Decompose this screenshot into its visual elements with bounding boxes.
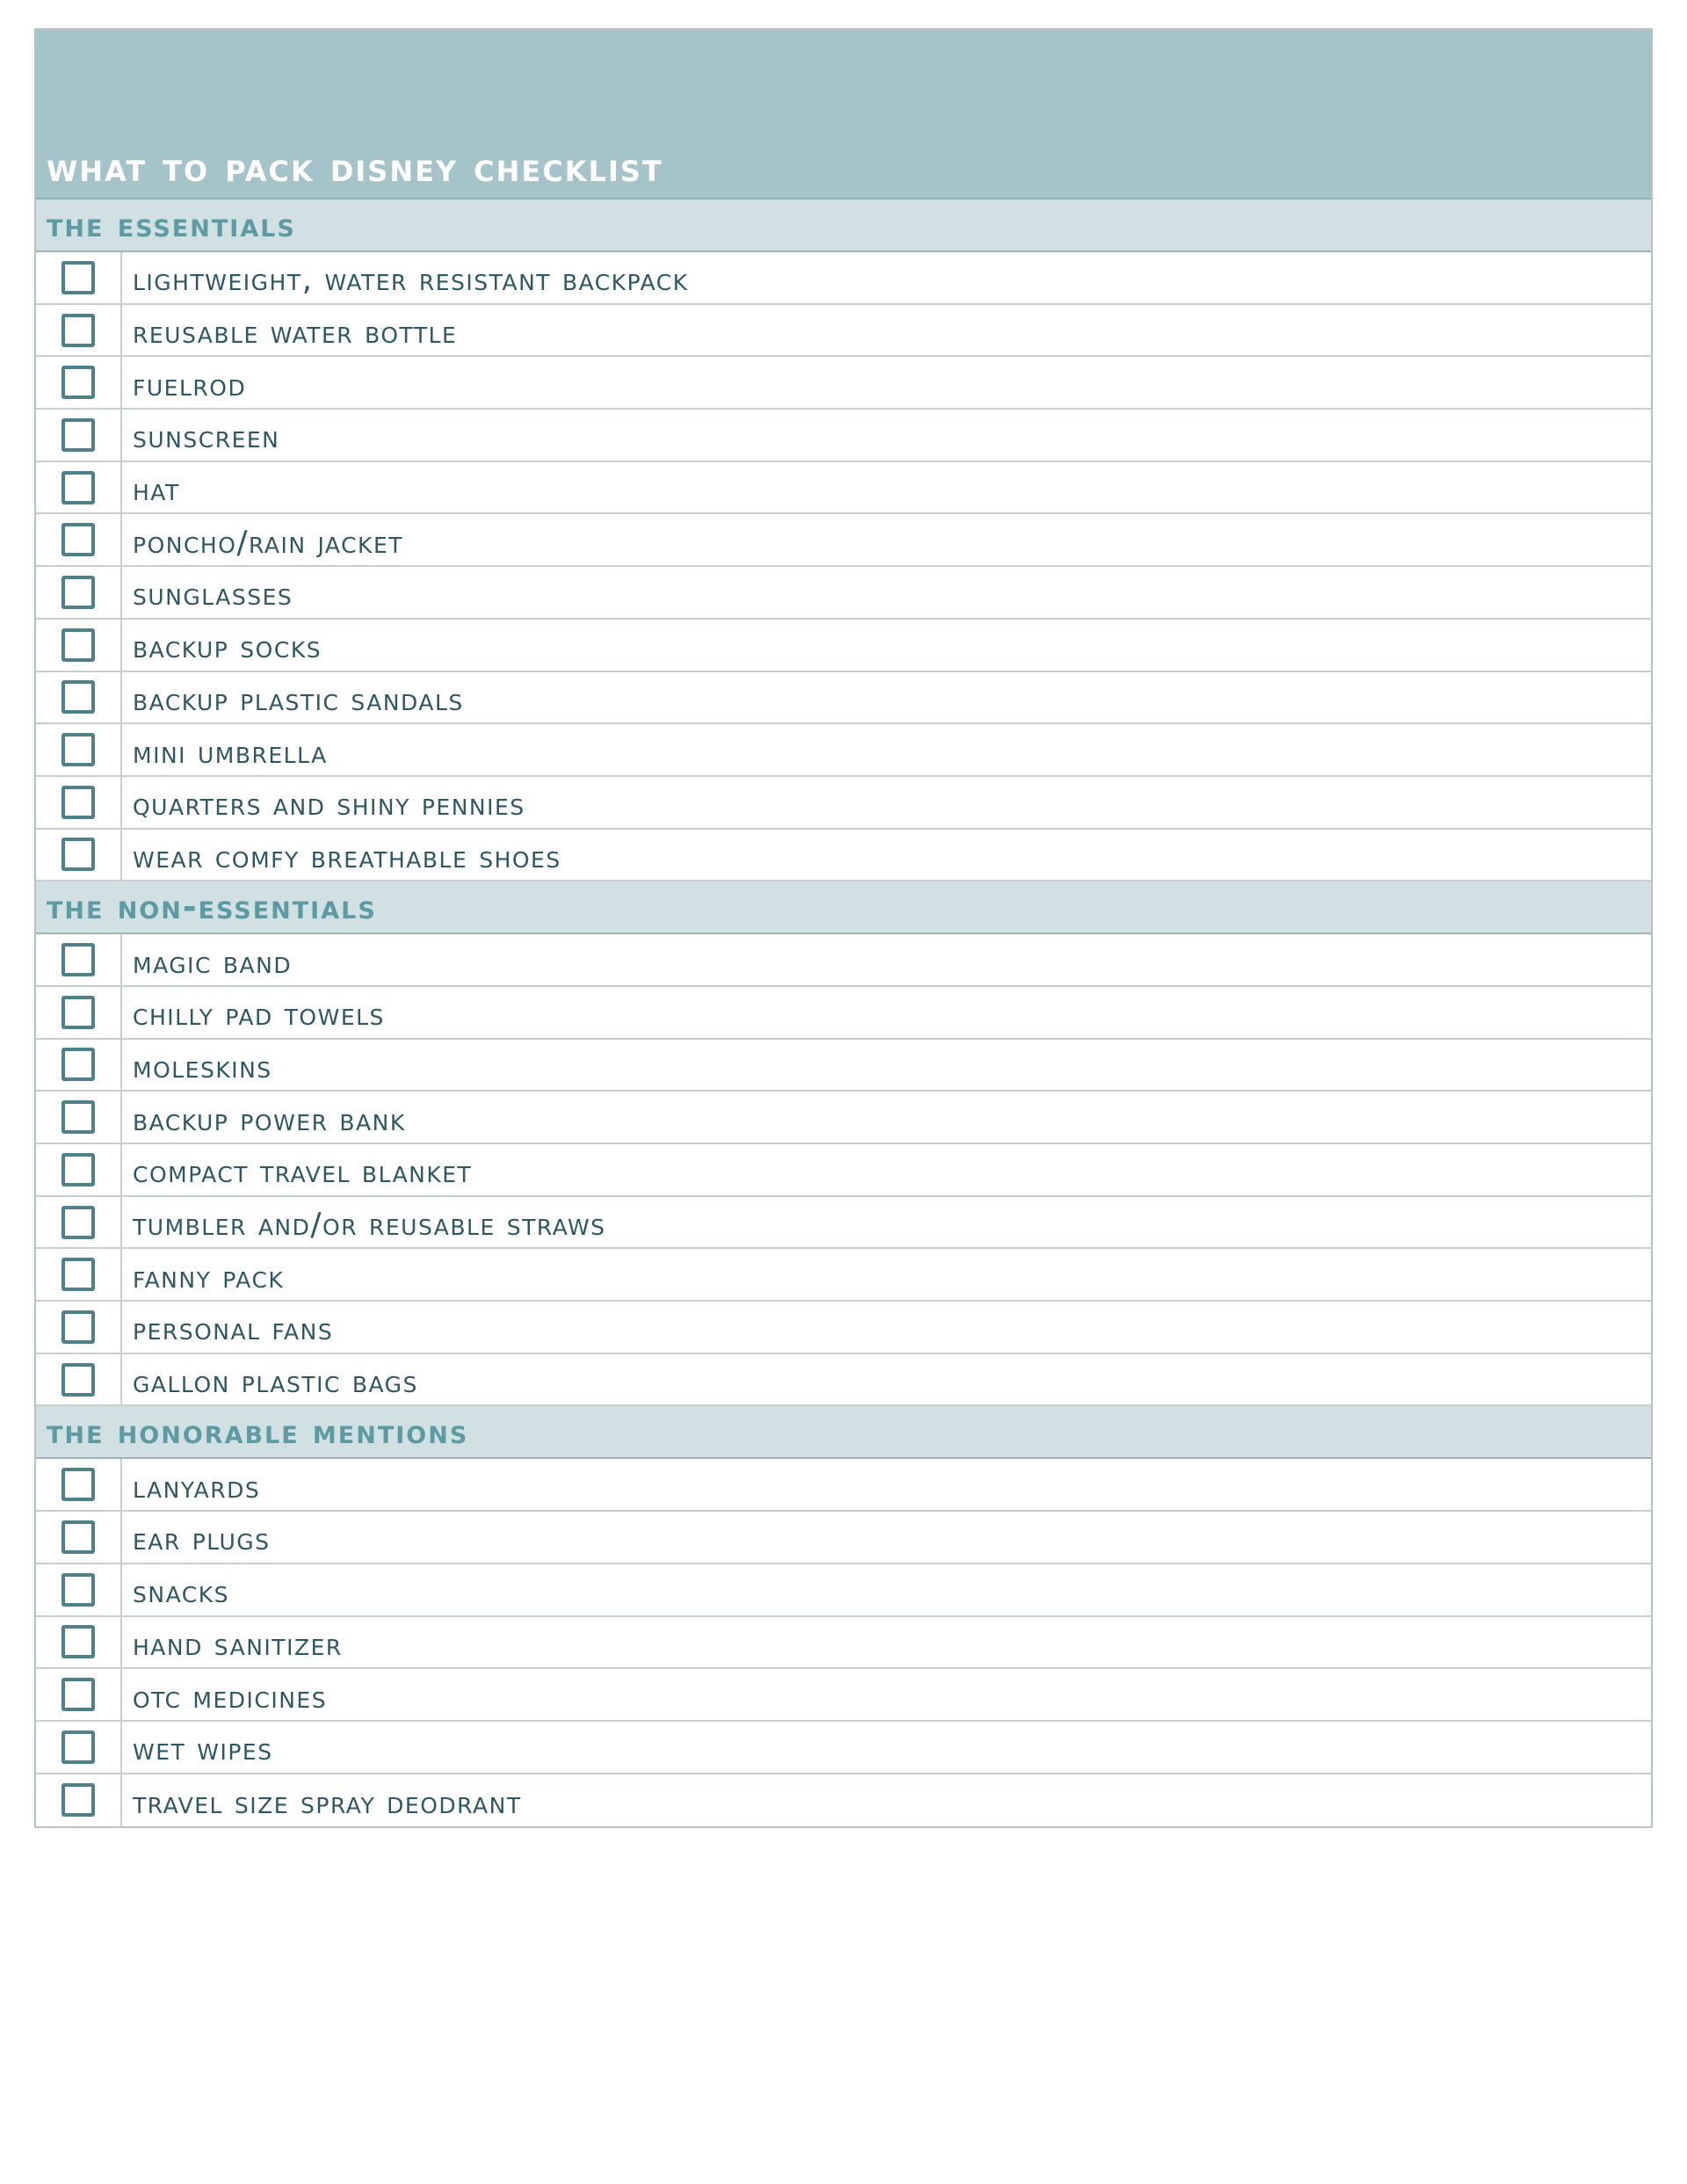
section-header [36, 882, 1651, 934]
checklist-row [36, 1617, 1651, 1670]
checklist-row [36, 357, 1651, 410]
checkbox-cell [36, 777, 122, 828]
checklist-row [36, 252, 1651, 305]
item-label: backup power bank [133, 1101, 406, 1138]
checkbox-cell [36, 672, 122, 723]
item-label: otc medicines [133, 1679, 328, 1716]
checklist-row [36, 1354, 1651, 1407]
section-header [36, 200, 1651, 252]
checklist-row [36, 1040, 1651, 1092]
item-checkbox[interactable] [62, 1363, 95, 1397]
checklist-row [36, 1774, 1651, 1827]
item-label: wet wipes [133, 1731, 273, 1768]
item-checkbox[interactable] [62, 733, 95, 766]
item-checkbox[interactable] [62, 576, 95, 609]
checkbox-cell [36, 1512, 122, 1563]
checkbox-cell [36, 1722, 122, 1773]
title-bar [36, 30, 1651, 200]
checklist-row [36, 305, 1651, 358]
checklist-row [36, 1459, 1651, 1512]
section-header-label: the essentials [47, 206, 296, 244]
checkbox-cell [36, 620, 122, 671]
item-label: travel size spray deodrant [133, 1784, 522, 1821]
checkbox-cell [36, 1040, 122, 1091]
checklist-sections [36, 200, 1651, 1826]
checklist-row [36, 830, 1651, 882]
checklist-row [36, 672, 1651, 725]
section-header-label: the honorable mentions [47, 1412, 469, 1452]
item-label: tumbler and/or reusable straws [133, 1207, 606, 1244]
checkbox-cell [36, 252, 122, 303]
item-label: quarters and shiny pennies [133, 787, 525, 824]
item-label: gallon plastic bags [133, 1364, 418, 1401]
item-label: lanyards [133, 1469, 261, 1506]
checkbox-cell [36, 1774, 122, 1827]
checkbox-cell [36, 462, 122, 513]
item-checkbox[interactable] [62, 418, 95, 452]
item-checkbox[interactable] [62, 1258, 95, 1291]
checkbox-cell [36, 357, 122, 408]
checklist-row [36, 620, 1651, 672]
checkbox-cell [36, 514, 122, 565]
item-checkbox[interactable] [62, 1100, 95, 1134]
item-label: hat [133, 472, 180, 509]
checklist-row [36, 777, 1651, 830]
item-label: poncho/rain jacket [133, 524, 404, 561]
item-checkbox[interactable] [62, 1048, 95, 1081]
item-checkbox[interactable] [62, 1731, 95, 1764]
item-checkbox[interactable] [62, 680, 95, 714]
page-title: what to pack disney checklist [47, 143, 663, 191]
item-label: mini umbrella [133, 734, 328, 771]
checkbox-cell [36, 1564, 122, 1615]
item-label: compact travel blanket [133, 1154, 473, 1191]
checklist-row [36, 1197, 1651, 1250]
item-checkbox[interactable] [62, 314, 95, 347]
item-checkbox[interactable] [62, 261, 95, 294]
item-label: backup socks [133, 629, 322, 666]
item-checkbox[interactable] [62, 943, 95, 976]
item-checkbox[interactable] [62, 1573, 95, 1607]
item-label: wear comfy breathable shoes [133, 838, 561, 875]
section-header [36, 1406, 1651, 1459]
item-checkbox[interactable] [62, 1153, 95, 1186]
checklist-row [36, 1144, 1651, 1197]
item-checkbox[interactable] [62, 1310, 95, 1344]
checkbox-cell [36, 987, 122, 1038]
checklist-row [36, 987, 1651, 1040]
item-label: sunscreen [133, 419, 280, 456]
item-checkbox[interactable] [62, 838, 95, 871]
item-label: sunglasses [133, 577, 293, 613]
checkbox-cell [36, 1197, 122, 1248]
item-label: hand sanitizer [133, 1626, 343, 1663]
section-header-label: the non-essentials [47, 888, 377, 927]
checklist-row [36, 410, 1651, 462]
checkbox-cell [36, 830, 122, 881]
checkbox-cell [36, 1354, 122, 1405]
checkbox-cell [36, 305, 122, 356]
item-label: snacks [133, 1574, 229, 1611]
item-label: fanny pack [133, 1259, 285, 1295]
item-label: personal fans [133, 1311, 334, 1348]
checklist-row [36, 514, 1651, 567]
item-checkbox[interactable] [62, 523, 95, 556]
item-checkbox[interactable] [62, 471, 95, 504]
checkbox-cell [36, 1617, 122, 1668]
checkbox-cell [36, 724, 122, 775]
checkbox-cell [36, 1092, 122, 1143]
item-checkbox[interactable] [62, 1783, 95, 1817]
item-checkbox[interactable] [62, 786, 95, 819]
checklist-row [36, 1249, 1651, 1302]
item-label: fuelrod [133, 366, 247, 403]
checklist-sheet [34, 28, 1653, 1828]
item-label: backup plastic sandals [133, 681, 464, 718]
item-checkbox[interactable] [62, 1206, 95, 1239]
item-label: magic band [133, 944, 293, 981]
checkbox-cell [36, 1459, 122, 1510]
checkbox-cell [36, 1144, 122, 1195]
item-checkbox[interactable] [62, 996, 95, 1029]
checklist-row [36, 567, 1651, 620]
item-checkbox[interactable] [62, 1678, 95, 1711]
checkbox-cell [36, 934, 122, 985]
checkbox-cell [36, 1669, 122, 1720]
checklist-row [36, 462, 1651, 515]
checkbox-cell [36, 567, 122, 618]
checklist-row [36, 1092, 1651, 1144]
checklist-row [36, 934, 1651, 987]
item-checkbox[interactable] [62, 1468, 95, 1501]
item-checkbox[interactable] [62, 366, 95, 399]
item-label: lightweight, water resistant backpack [133, 262, 689, 299]
item-label: moleskins [133, 1048, 272, 1085]
item-checkbox[interactable] [62, 1520, 95, 1554]
checklist-row [36, 1564, 1651, 1617]
checkbox-cell [36, 1249, 122, 1300]
checklist-row [36, 1669, 1651, 1722]
checklist-row [36, 1722, 1651, 1774]
item-checkbox[interactable] [62, 1625, 95, 1658]
item-label: ear plugs [133, 1521, 271, 1558]
checklist-row [36, 724, 1651, 777]
checkbox-cell [36, 410, 122, 461]
item-label: reusable water bottle [133, 315, 458, 352]
checklist-row [36, 1302, 1651, 1354]
item-checkbox[interactable] [62, 628, 95, 662]
checkbox-cell [36, 1302, 122, 1353]
item-label: chilly pad towels [133, 997, 385, 1034]
checklist-row [36, 1512, 1651, 1564]
